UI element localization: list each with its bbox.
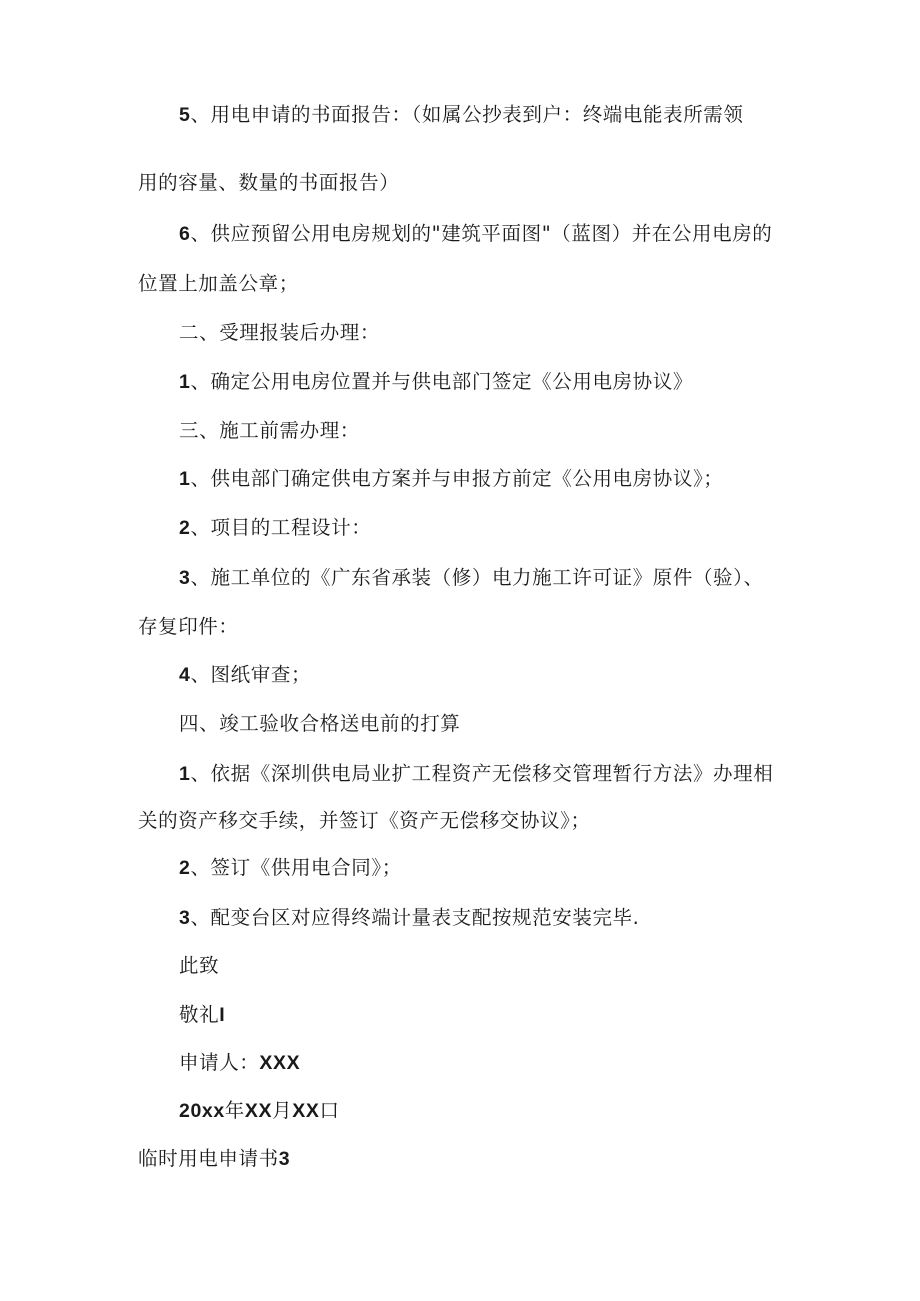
item-continuation <box>138 808 591 834</box>
item-number: 2 <box>179 857 191 879</box>
item-number: 1 <box>179 763 191 785</box>
item-number: 1 <box>179 371 191 393</box>
applicant-value: XXX <box>259 1052 301 1074</box>
date-day: XX <box>292 1100 320 1122</box>
date-month-char: 月 <box>272 1099 293 1122</box>
item-number: 5 <box>179 104 191 126</box>
next-document-title <box>138 1146 290 1172</box>
item-text: 、用电申请的书面报告：（如属公抄表到户：终端电能表所需领 <box>190 103 744 126</box>
item-line <box>179 369 693 395</box>
salute-mark: I <box>219 1004 226 1026</box>
item-text: 用的容量、数量的书面报告） <box>138 171 400 194</box>
section-heading-3 <box>179 418 360 444</box>
closing-greeting <box>179 953 219 979</box>
item-line <box>179 905 639 931</box>
applicant-label: 申请人： <box>179 1051 260 1074</box>
item-line <box>179 855 402 881</box>
item-text: 、配变台区对应得终端计量表支配按规范安装完毕. <box>190 906 640 929</box>
item-text: 、签订《供用电合同》； <box>190 856 402 879</box>
item-text: 、供电部门确定供电方案并与申报方前定《公用电房协议》； <box>190 467 724 490</box>
item-continuation <box>138 614 239 640</box>
item-number: 6 <box>179 223 191 245</box>
date-year: 20xx <box>179 1100 225 1122</box>
date-day-char: 口 <box>319 1099 340 1122</box>
date-year-char: 年 <box>224 1099 245 1122</box>
date-month: XX <box>244 1100 273 1122</box>
item-text: 位置上加盖公章； <box>138 272 299 295</box>
item-text: 、确定公用电房位置并与供电部门签定《公用电房协议》 <box>190 370 693 393</box>
section-text: 二、受理报装后办理： <box>179 321 381 344</box>
item-text: 、项目的工程设计： <box>190 516 372 539</box>
title-number: 3 <box>278 1148 291 1170</box>
item-number: 3 <box>179 907 191 929</box>
item-text: 、图纸审查； <box>190 663 312 686</box>
item-number: 1 <box>179 468 191 490</box>
closing-text: 此致 <box>179 954 220 977</box>
item-line <box>179 565 764 591</box>
closing-salute <box>179 1002 225 1028</box>
item-line <box>179 515 371 541</box>
date-line <box>179 1098 340 1124</box>
item-number: 4 <box>179 664 191 686</box>
section-heading-4 <box>179 711 460 737</box>
section-heading-2 <box>179 320 380 346</box>
item-line <box>179 761 773 787</box>
item-number: 3 <box>179 567 191 589</box>
section-text: 三、施工前需办理： <box>179 419 360 442</box>
item-5-line-2 <box>138 170 399 196</box>
item-6-line-2 <box>138 271 299 297</box>
item-text: 存复印件： <box>138 615 239 638</box>
item-text: 关的资产移交手续，并签订《资产无偿移交协议》； <box>138 809 591 832</box>
title-text: 临时用电申请书 <box>138 1147 279 1170</box>
applicant-line <box>179 1050 300 1076</box>
item-text: 、依据《深圳供电局业扩工程资产无偿移交管理暂行方法》办理相 <box>190 762 774 785</box>
item-line <box>179 662 311 688</box>
item-6-line-1 <box>179 221 772 247</box>
item-text: 、供应预留公用电房规划的"建筑平面图"（蓝图）并在公用电房的 <box>190 222 773 245</box>
section-text: 四、竣工验收合格送电前的打算 <box>179 712 461 735</box>
item-text: 、施工单位的《广东省承装（修）电力施工许可证》原件（验）、 <box>190 566 764 589</box>
salute-text: 敬礼 <box>179 1003 220 1026</box>
item-5-line-1 <box>179 102 744 128</box>
item-number: 2 <box>179 517 191 539</box>
item-line <box>179 466 723 492</box>
